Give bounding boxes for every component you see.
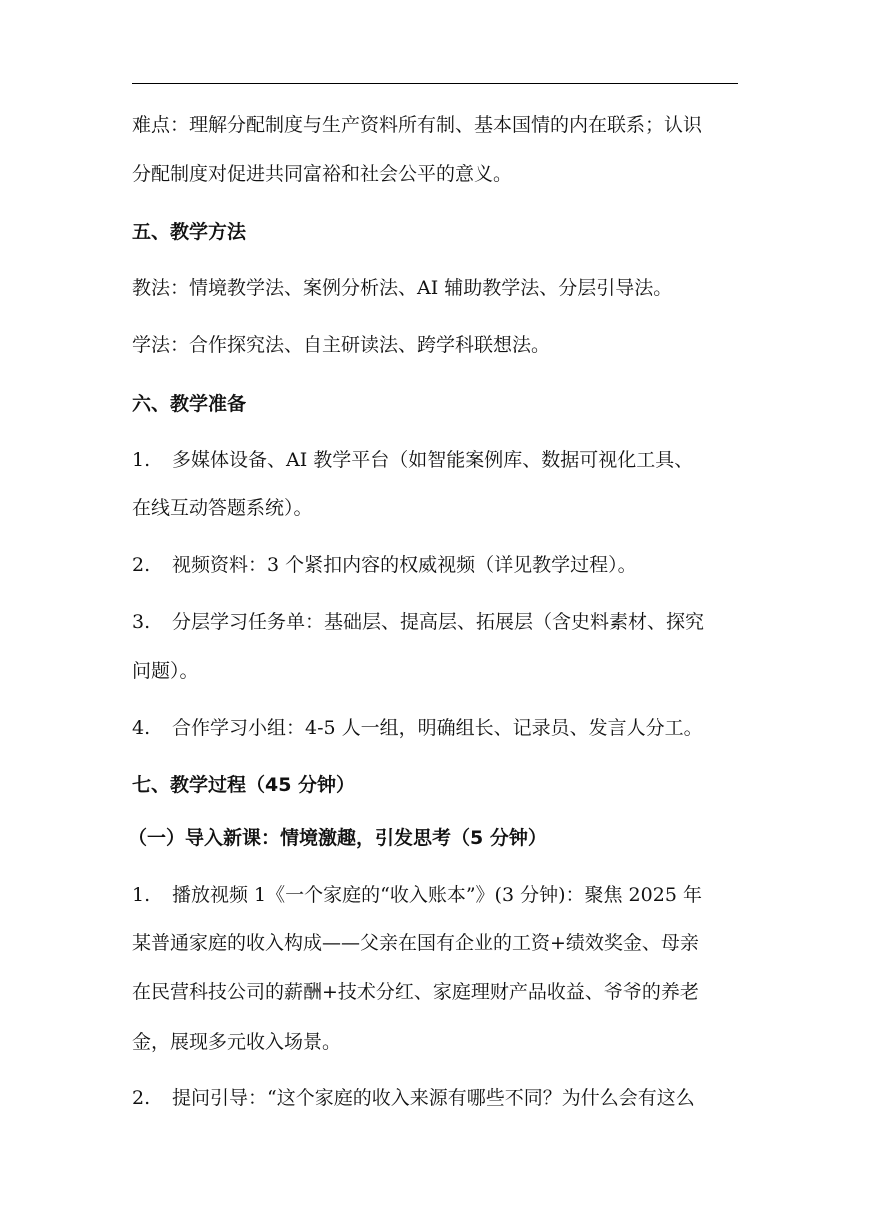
list-text: 合作学习小组：4-5 人一组，明确组长、记录员、发言人分工。: [172, 717, 703, 739]
prep-item-3-cont: 问题）。: [132, 660, 199, 682]
prep-item-1-cont: 在线互动答题系统）。: [132, 497, 313, 519]
list-text: 分层学习任务单：基础层、提高层、拓展层（含史料素材、探究: [172, 611, 705, 633]
section-6-title: 六、教学准备: [132, 393, 247, 415]
process-item-1-line-2: 某普通家庭的收入构成——父亲在国有企业的工资+绩效奖金、母亲: [132, 932, 699, 954]
list-number: 2.: [132, 1087, 151, 1109]
process-item-1-line-3: 在民营科技公司的薪酬+技术分红、家庭理财产品收益、爷爷的养老: [132, 981, 699, 1003]
difficulty-line-2: 分配制度对促进共同富裕和社会公平的意义。: [132, 163, 513, 185]
process-item-2: [132, 1085, 695, 1112]
list-number: 2.: [132, 554, 151, 576]
list-number: 4.: [132, 717, 151, 739]
section-5-title: 五、教学方法: [132, 221, 247, 243]
list-text: 播放视频 1《一个家庭的“收入账本”》(3 分钟)：聚焦 2025 年: [172, 884, 702, 906]
process-item-1: [132, 882, 702, 909]
learning-methods: 学法：合作探究法、自主研读法、跨学科联想法。: [132, 334, 551, 356]
header-rule: [132, 83, 738, 84]
prep-item-1: [132, 447, 693, 474]
prep-item-3: [132, 609, 704, 636]
difficulty-line-1: 难点：理解分配制度与生产资料所有制、基本国情的内在联系；认识: [132, 114, 703, 136]
prep-item-2: [132, 552, 637, 579]
list-text: 多媒体设备、AI 教学平台（如智能案例库、数据可视化工具、: [172, 449, 694, 471]
list-text: 视频资料：3 个紧扣内容的权威视频（详见教学过程）。: [172, 554, 637, 576]
prep-item-4: [132, 715, 703, 742]
teaching-methods: 教法：情境教学法、案例分析法、AI 辅助教学法、分层引导法。: [132, 277, 673, 299]
list-number: 1.: [132, 884, 151, 906]
list-text: 提问引导：“这个家庭的收入来源有哪些不同？为什么会有这么: [172, 1087, 695, 1109]
list-number: 3.: [132, 611, 151, 633]
list-number: 1.: [132, 449, 151, 471]
subsection-1-title: （一）导入新课：情境激趣，引发思考（5 分钟）: [128, 827, 547, 849]
process-item-1-line-4: 金，展现多元收入场景。: [132, 1031, 342, 1053]
section-7-title: 七、教学过程（45 分钟）: [132, 774, 356, 796]
